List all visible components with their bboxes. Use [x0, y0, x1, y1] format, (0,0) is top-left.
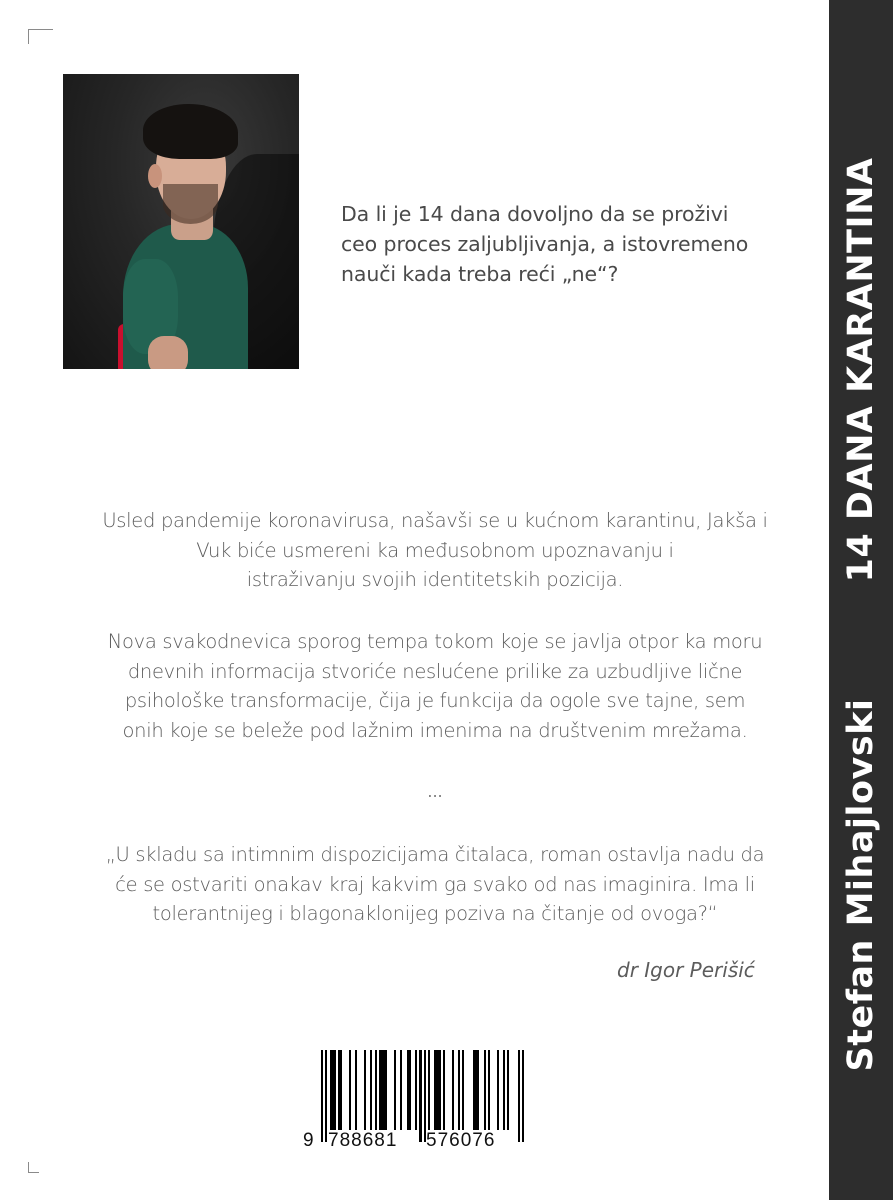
isbn-barcode [303, 1050, 528, 1155]
photo-ear [148, 164, 162, 188]
ellipsis-separator: ... [427, 782, 443, 801]
question-line: Da li je 14 dana dovoljno da se proživi [341, 202, 729, 226]
crop-mark-bottom-left [28, 1162, 39, 1173]
quote-attribution: dr Igor Perišić [617, 958, 755, 982]
text-line: će se ostvariti onakav kraj kakvim ga svako od nas imaginira. Ima li [115, 872, 755, 896]
text-line: tolerantnijeg i blagonaklonijeg poziva na čitanje od ovoga?“ [152, 902, 718, 925]
review-quote [40, 840, 830, 929]
text-line: Vuk biće usmereni ka međusobnom upoznavanju i [196, 538, 674, 562]
synopsis-paragraph-2 [40, 627, 830, 745]
text-line: psihološke transformacije, čija je funkcija da ogole sve tajne, sem [124, 689, 746, 712]
barcode-module [522, 1050, 524, 1142]
barcode-first-digit: 9 [303, 1130, 314, 1151]
barcode-bars [321, 1050, 525, 1142]
synopsis-paragraph-1 [40, 506, 830, 595]
author-photo [63, 74, 299, 369]
text-line: istraživanju svojih identitetskih pozicija. [246, 568, 624, 591]
text-line: „U skladu sa intimnim dispozicijama čitalaca, roman ostavlja nadu da [105, 843, 765, 866]
photo-hair [143, 104, 238, 159]
text-line: onih koje se beleže pod lažnim imenima na društvenim mrežama. [122, 718, 748, 742]
spine-author: Stefan Mihajlovski [841, 698, 881, 1072]
crop-mark-top-left [28, 29, 53, 44]
teaser-question [341, 199, 811, 289]
spine-title: 14 DANA KARANTINA [841, 157, 881, 583]
question-line: ceo proces zaljubljivanja, a istovremeno [341, 232, 749, 256]
barcode-right-group: 576076 [426, 1130, 496, 1151]
photo-arm [148, 336, 188, 369]
photo-beard [163, 184, 218, 224]
text-line: Nova svakodnevica sporog tempa tokom koje se javlja otpor ka moru [107, 630, 763, 653]
text-line: dnevnih informacija stvoriće neslućene prilike za uzbudljive lične [127, 659, 743, 683]
barcode-left-group: 788681 [328, 1130, 398, 1151]
book-spine [829, 0, 893, 1200]
question-line: nauči kada treba reći „ne“? [341, 262, 619, 286]
text-line: Usled pandemije koronavirusa, našavši se u kućnom karantinu, Jakša i [102, 509, 768, 532]
